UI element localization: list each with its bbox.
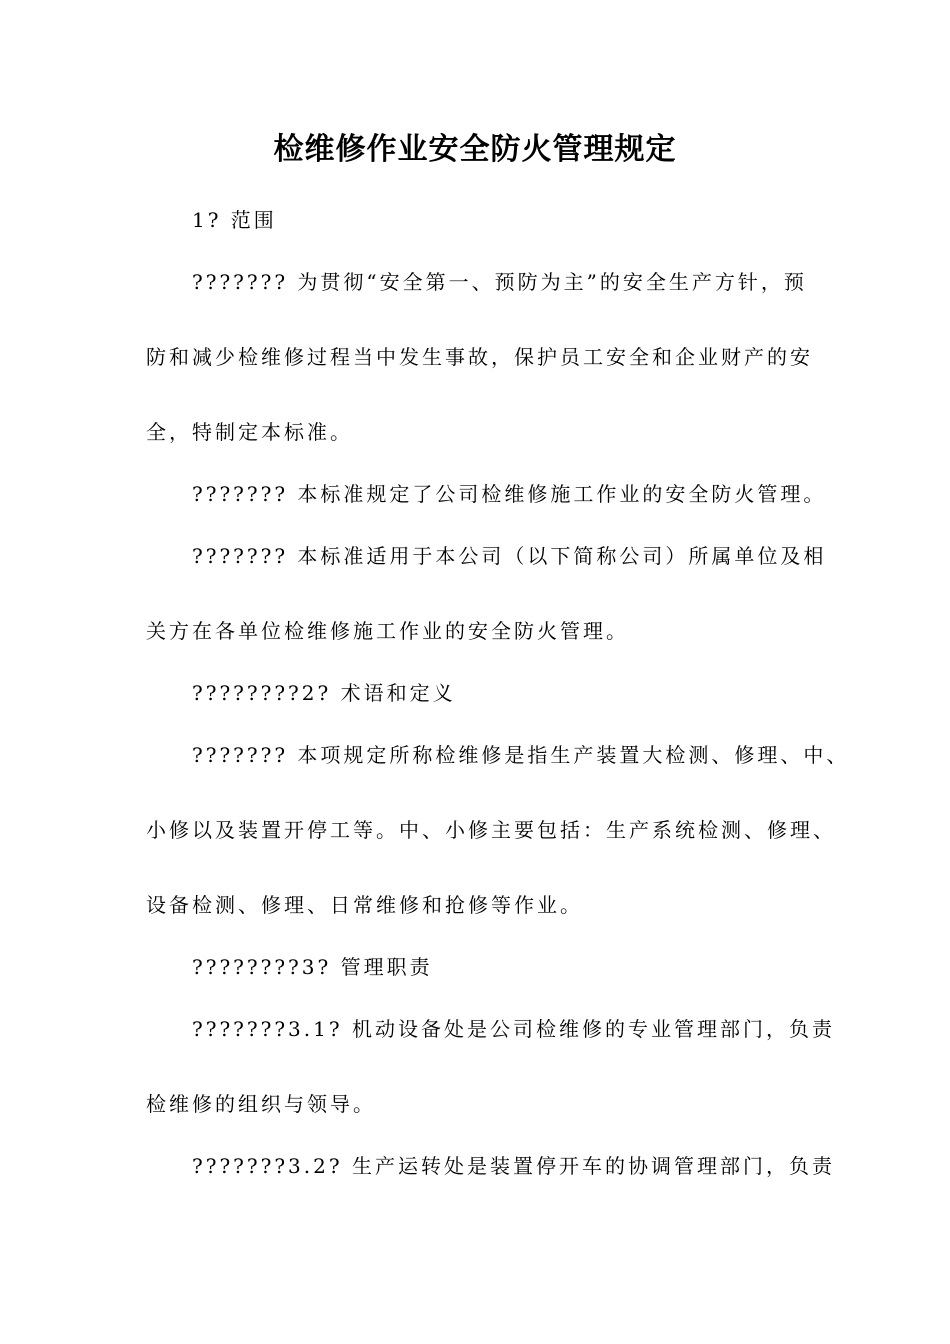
paragraph-line: ???????3.2? 生产运转处是装置停开车的协调管理部门，负责 <box>192 1154 835 1178</box>
paragraph-line: ??????? 本项规定所称检维修是指生产装置大检测、修理、中、 <box>192 743 850 767</box>
paragraph-line: 防和减少检维修过程当中发生事故，保护员工安全和企业财产的安 <box>146 345 813 369</box>
section-3-heading: ????????3? 管理职责 <box>192 955 433 979</box>
paragraph-line: ??????? 本标准适用于本公司（以下简称公司）所属单位及相 <box>192 544 827 568</box>
paragraph-line: 检维修的组织与领导。 <box>146 1092 376 1116</box>
paragraph-line: 关方在各单位检维修施工作业的安全防火管理。 <box>146 619 629 643</box>
document-title: 检维修作业安全防火管理规定 <box>273 132 677 167</box>
paragraph-line: ???????3.1? 机动设备处是公司检维修的专业管理部门，负责 <box>192 1017 835 1041</box>
section-2-heading: ????????2? 术语和定义 <box>192 681 456 705</box>
paragraph-line: 全，特制定本标准。 <box>146 420 353 444</box>
paragraph-line: 小修以及装置开停工等。中、小修主要包括：生产系统检测、修理、 <box>146 818 836 842</box>
section-1-heading: 1? 范围 <box>192 208 277 232</box>
paragraph-line: ??????? 本标准规定了公司检维修施工作业的安全防火管理。 <box>192 482 827 506</box>
paragraph-line: 设备检测、修理、日常维修和抢修等作业。 <box>146 893 583 917</box>
paragraph-line: ??????? 为贯彻“安全第一、预防为主”的安全生产方针，预 <box>192 270 807 294</box>
